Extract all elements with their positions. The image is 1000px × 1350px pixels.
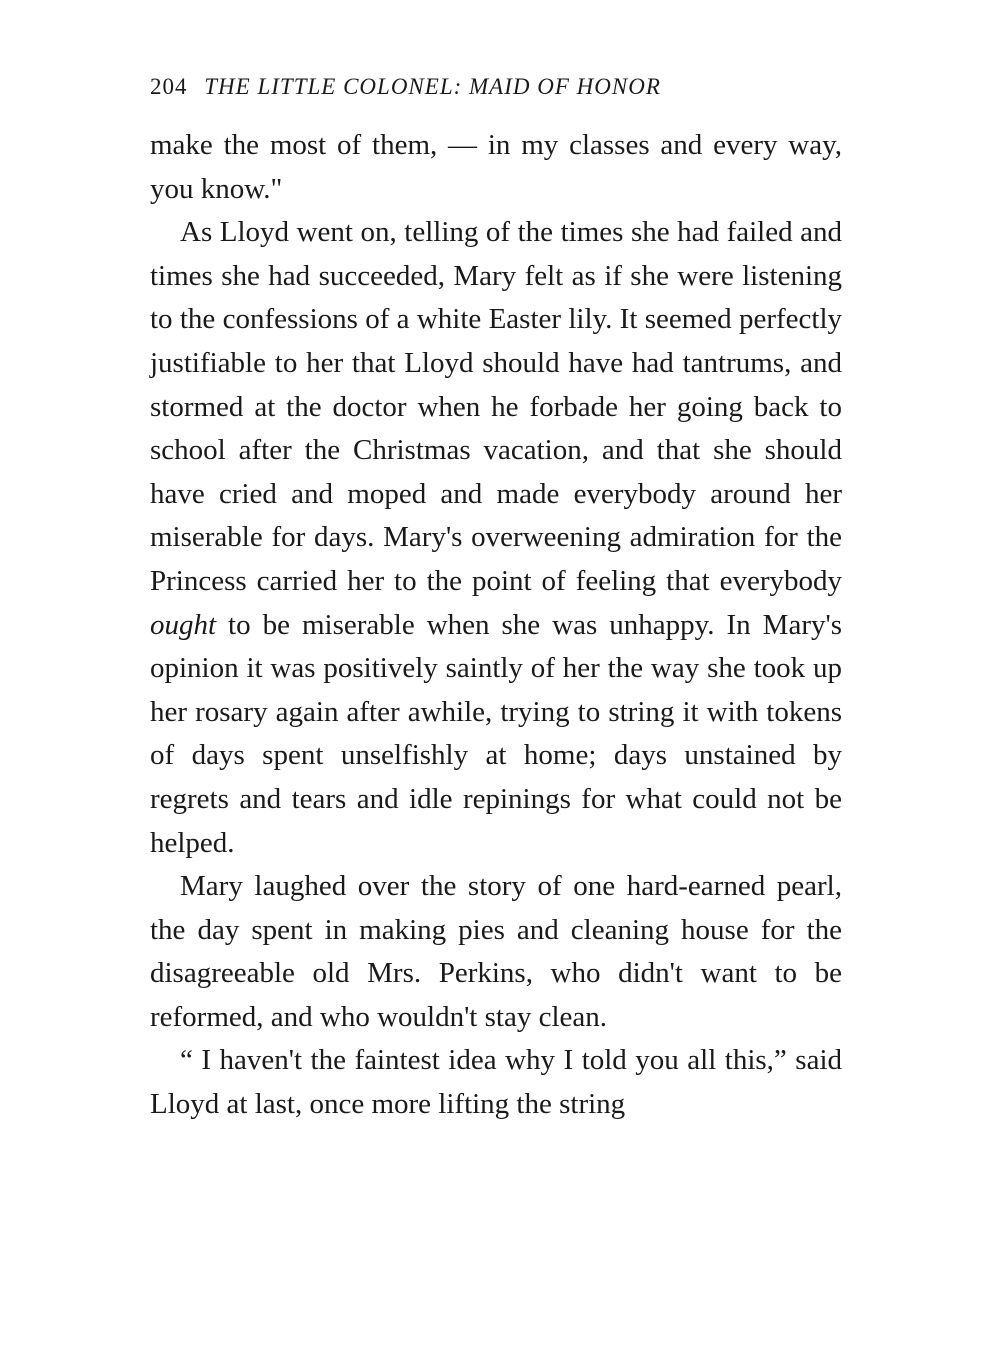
running-head (150, 64, 842, 110)
book-page (150, 64, 842, 1127)
emphasized-word: ought (150, 608, 217, 641)
paragraph: “ I haven't the faintest idea why I told you all this,” said Lloyd at last, once more lifting the string (150, 1044, 842, 1121)
body-text (150, 124, 842, 1127)
paragraph-text: to be miserable when she was unhappy. In Mary's opinion it was positively saintly of her the way she took up her rosary again after awhile, trying to string it with tokens of days spent unselfishly at home; days unstained by regrets and tears and idle repinings for what could not be helped. (150, 608, 842, 859)
paragraph-continued: make the most of them, — in my classes and every way, you know." (150, 129, 842, 205)
paragraph (150, 211, 842, 865)
book-title: THE LITTLE COLONEL: MAID OF HONOR (204, 74, 661, 99)
paragraph-text: As Lloyd went on, telling of the times she had failed and times she had succeeded, Mary felt as if she were listening to the confessions of a white Easter lily. It seemed perfectly justifiable to her that Lloyd should have had tantrums, and stormed at the doctor when he forbade her going back to school after the Christmas vacation, and that she should have cried and moped and made everybody around her miserable for days. Mary's overweening admiration for the Princess carried her to the point of feeling that everybody (150, 216, 842, 597)
page-number: 204 (150, 74, 188, 99)
paragraph: Mary laughed over the story of one hard-earned pearl, the day spent in making pies and cleaning house for the disagreeable old Mrs. Perkins, who didn't want to be reformed, and who wouldn't stay clean. (150, 870, 842, 1033)
